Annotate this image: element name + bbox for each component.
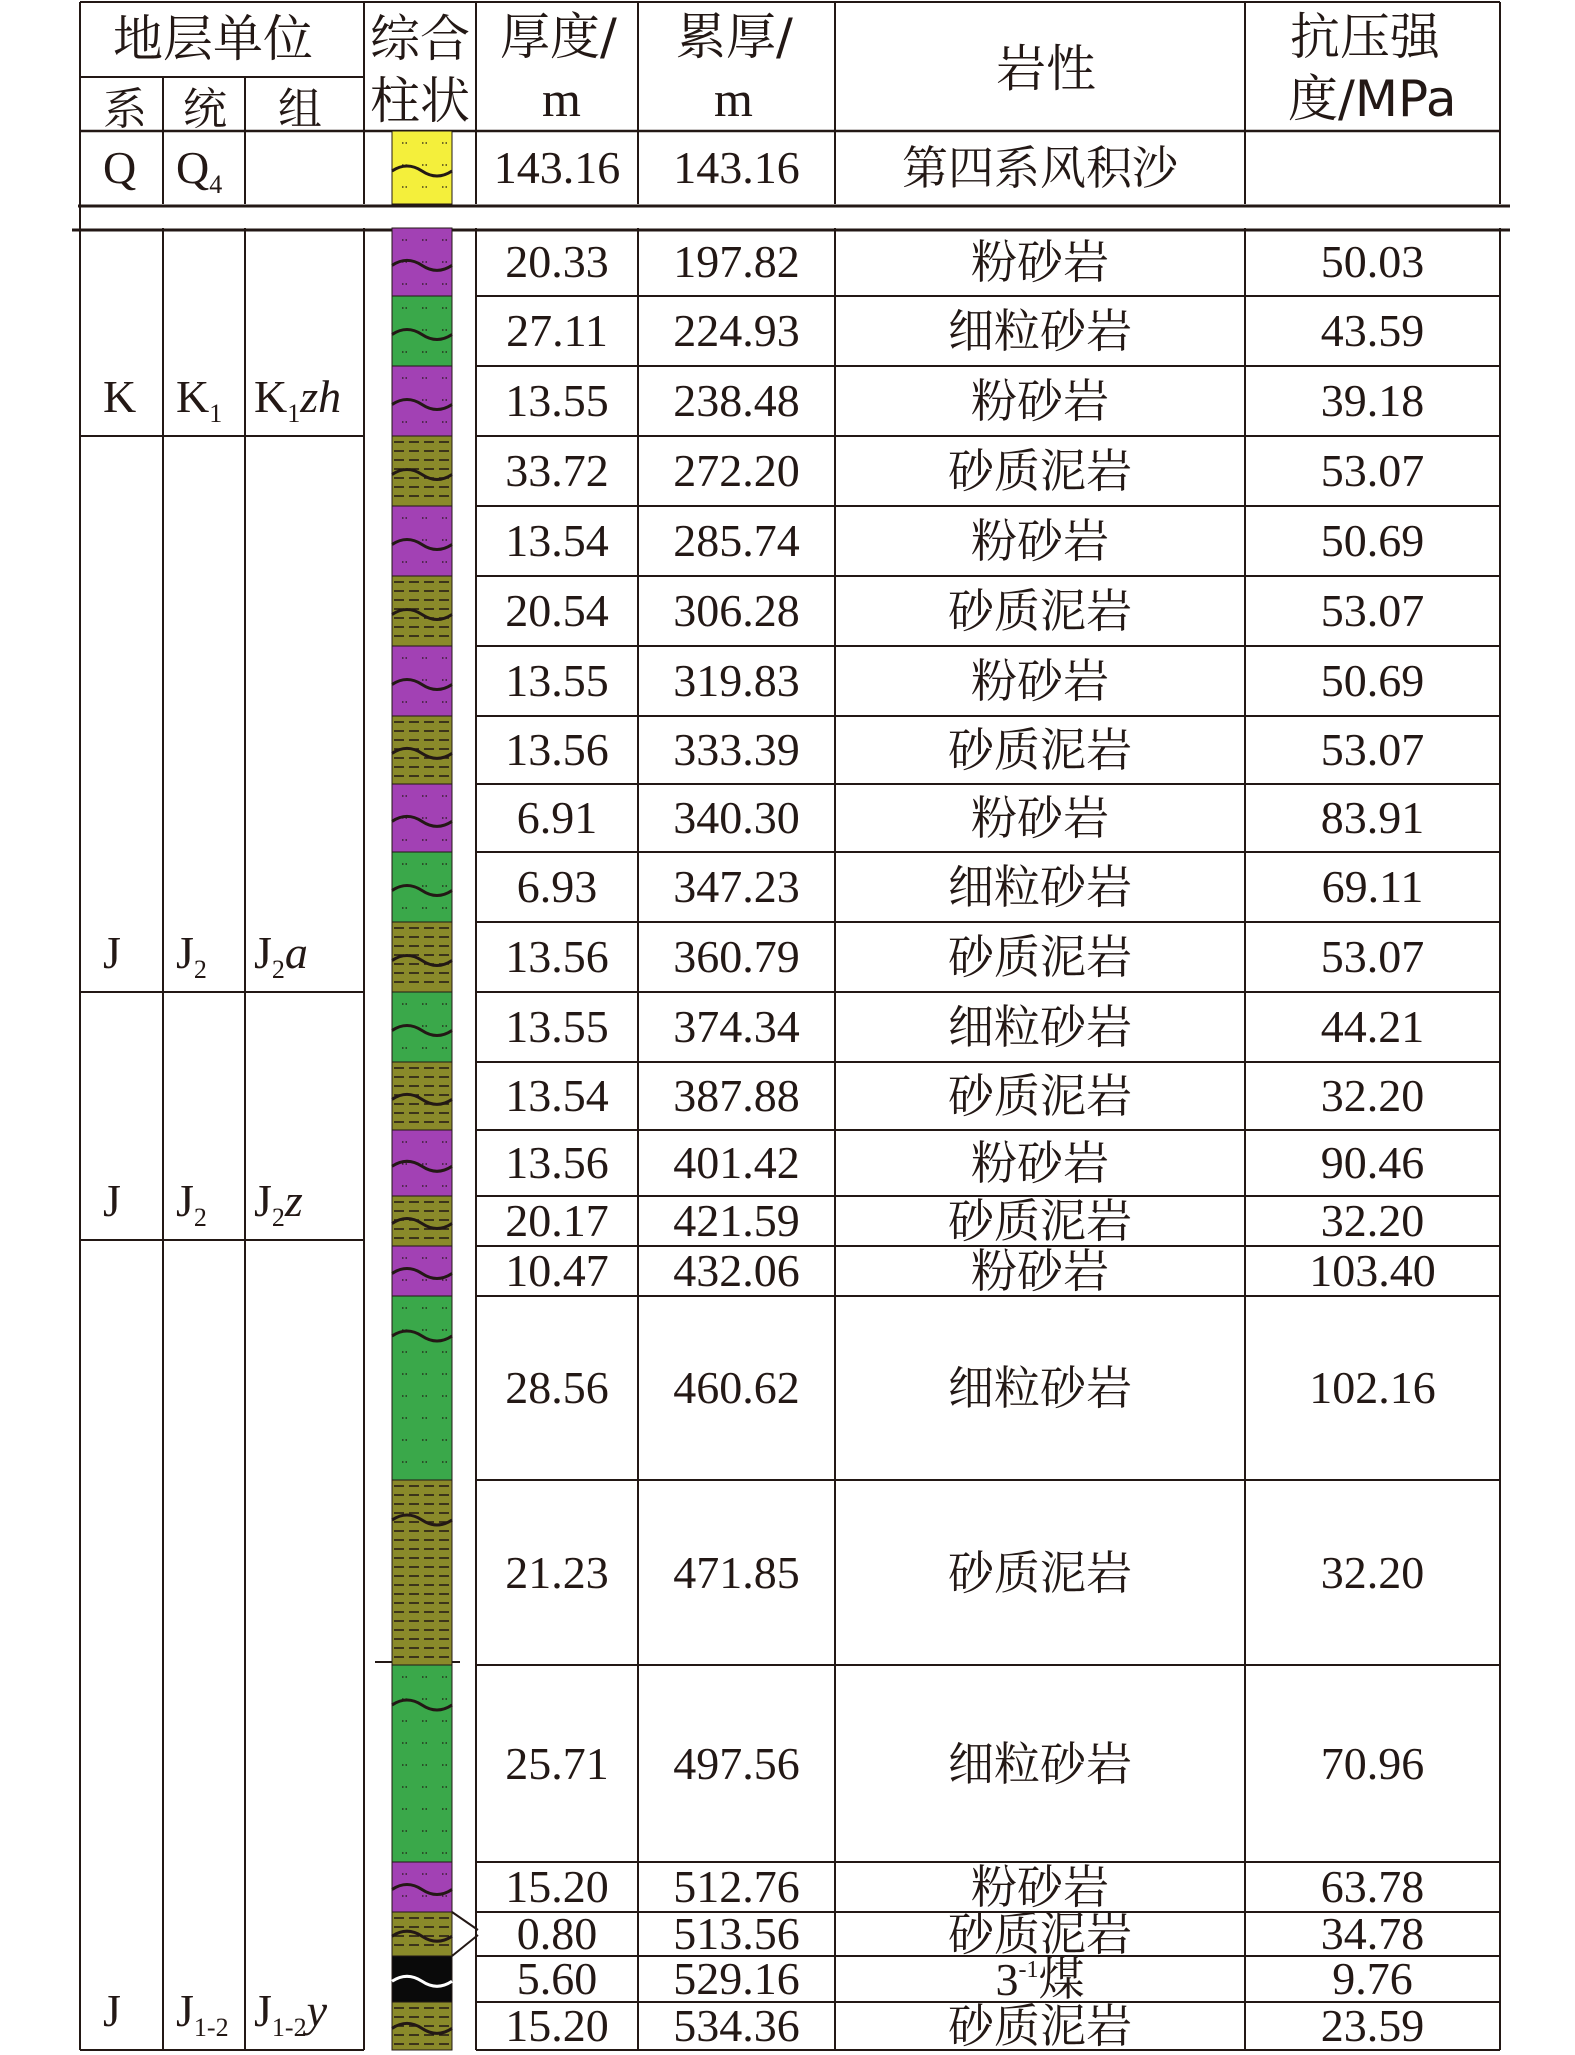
lithology-bed-silt [392, 506, 452, 576]
strength-cell: 53.07 [1320, 585, 1425, 636]
cumulative-thickness-cell: 374.34 [673, 1001, 800, 1052]
strength-cell: 53.07 [1320, 724, 1425, 775]
cumulative-thickness-cell: 347.23 [673, 861, 800, 912]
lithology-cell: 砂质泥岩 [948, 1999, 1132, 2053]
strength-cell: 32.20 [1320, 1195, 1425, 1246]
lithology-bed-silt [392, 784, 452, 852]
coal-seam-sup: -1 [1018, 1957, 1039, 1983]
cumulative-thickness-cell: 421.59 [673, 1195, 800, 1246]
thickness-cell: 20.33 [505, 236, 609, 287]
series-label-part: J [176, 1985, 194, 2036]
thickness-cell: 15.20 [505, 2000, 609, 2051]
lithology-cell: 砂质泥岩 [948, 584, 1132, 638]
cumulative-thickness-cell: 512.76 [673, 1861, 800, 1912]
lithology-cell: 砂质泥岩 [948, 723, 1132, 777]
lithology-cell: 粉砂岩 [971, 1244, 1109, 1298]
formation-label-part: a [284, 927, 308, 978]
formation-label-part: K [254, 371, 288, 422]
system-label-part: J [103, 927, 121, 978]
thickness-cell: 13.55 [505, 1001, 609, 1052]
header-formation: 组 [278, 84, 322, 135]
lithology-cell: 粉砂岩 [971, 1136, 1109, 1190]
strength-cell: 102.16 [1309, 1362, 1436, 1413]
strength-cell: 39.18 [1320, 375, 1425, 426]
strength-cell: 53.07 [1320, 931, 1425, 982]
series-label-part: 4 [209, 170, 223, 199]
thickness-cell: 10.47 [505, 1245, 609, 1296]
thickness-cell: 13.56 [505, 724, 609, 775]
cumulative-thickness-cell: 432.06 [673, 1245, 800, 1296]
strength-cell: 23.59 [1320, 2000, 1425, 2051]
header-column-1: 综合 [370, 10, 470, 68]
lithology-bed-silt [392, 1130, 452, 1196]
formation-label-part: y [306, 1985, 327, 2036]
cumulative-thickness-cell: 387.88 [673, 1070, 800, 1121]
strength-cell: 103.40 [1309, 1245, 1436, 1296]
lithology-bed-mud [392, 436, 452, 506]
cumulative-thickness-cell: 143.16 [673, 141, 800, 193]
strength-cell: 83.91 [1320, 792, 1425, 843]
cumulative-thickness-cell: 224.93 [673, 305, 800, 356]
series-label-part: 2 [193, 955, 207, 984]
header-series: 统 [183, 84, 227, 135]
lithology-cell: 粉砂岩 [971, 791, 1109, 845]
header-system: 系 [103, 84, 147, 135]
coal-seam-pointer [452, 1912, 478, 1956]
thickness-cell: 6.93 [516, 861, 598, 912]
lithology-cell: 粉砂岩 [971, 514, 1109, 568]
lithology-bed-fine [392, 1296, 452, 1480]
thickness-cell: 25.71 [505, 1737, 609, 1789]
lithology-bed-coal [392, 1956, 452, 2002]
lithology-bed-fine [392, 992, 452, 1062]
strength-cell: 63.78 [1320, 1861, 1425, 1912]
thickness-cell: 13.56 [505, 1137, 609, 1188]
header-column-2: 柱状 [370, 72, 470, 130]
lithology-bed-silt [392, 366, 452, 436]
thickness-cell: 0.80 [516, 1908, 598, 1959]
strength-cell: 43.59 [1320, 305, 1425, 356]
strength-cell: 44.21 [1320, 1001, 1425, 1052]
series-label-part: K [176, 371, 210, 422]
header-thickness-2: m [542, 71, 581, 127]
lithology-bed-mud [392, 1480, 452, 1665]
system-label-part: J [103, 1175, 121, 1226]
cumulative-thickness-cell: 238.48 [673, 375, 800, 426]
system-label-part: K [103, 371, 137, 422]
thickness-cell: 20.54 [505, 585, 609, 636]
cumulative-thickness-cell: 306.28 [673, 585, 800, 636]
lithology-cell: 砂质泥岩 [948, 1069, 1132, 1123]
thickness-cell: 5.60 [516, 1953, 598, 2004]
series-label-part: 1-2 [193, 2013, 229, 2042]
lithology-bed-mud [392, 716, 452, 784]
formation-label-part: J [254, 927, 272, 978]
series-label-part: 2 [193, 1203, 207, 1232]
strength-cell: 9.76 [1332, 1953, 1413, 2004]
strength-cell: 70.96 [1320, 1737, 1425, 1789]
thickness-cell: 13.55 [505, 655, 609, 706]
lithology-bed-silt [392, 1862, 452, 1912]
thickness-cell: 28.56 [505, 1362, 609, 1413]
lithology-bed-fine [392, 852, 452, 922]
series-label-part: Q [176, 142, 210, 193]
lithology-cell: 砂质泥岩 [948, 1545, 1132, 1600]
cumulative-thickness-cell: 401.42 [673, 1137, 800, 1188]
lithology-cell: 砂质泥岩 [948, 930, 1132, 984]
lithology-cell: 细粒砂岩 [948, 1361, 1132, 1415]
lithology-cell: 砂质泥岩 [948, 1907, 1132, 1961]
lithology-bed-silt [392, 228, 452, 296]
thickness-cell: 13.54 [505, 515, 609, 566]
lithology-cell: 细粒砂岩 [948, 304, 1132, 358]
lithology-cell: 细粒砂岩 [948, 1736, 1132, 1791]
strength-cell: 90.46 [1320, 1137, 1425, 1188]
thickness-cell: 13.54 [505, 1070, 609, 1121]
strength-cell: 50.69 [1320, 655, 1425, 706]
strength-cell: 69.11 [1321, 861, 1424, 912]
lithology-bed-mud [392, 1196, 452, 1246]
lithology-bed-mud [392, 1912, 452, 1956]
lithology-bed-fine [392, 1665, 452, 1862]
formation-label-part: 1 [287, 399, 301, 428]
cumulative-thickness-cell: 497.56 [673, 1737, 800, 1789]
cumulative-thickness-cell: 513.56 [673, 1908, 800, 1959]
header-cum-1: 累厚/ [676, 8, 793, 66]
thickness-cell: 15.20 [505, 1861, 609, 1912]
strength-cell: 34.78 [1320, 1908, 1425, 1959]
lithology-cell: 粉砂岩 [971, 654, 1109, 708]
thickness-cell: 13.55 [505, 375, 609, 426]
lithology-cell: 细粒砂岩 [948, 1000, 1132, 1054]
strength-cell: 53.07 [1320, 445, 1425, 496]
lithology-cell: 砂质泥岩 [948, 1194, 1132, 1248]
thickness-cell: 27.11 [506, 305, 608, 356]
header-thickness-1: 厚度/ [500, 8, 617, 66]
thickness-cell: 20.17 [505, 1195, 609, 1246]
formation-label-part: 2 [271, 1203, 285, 1232]
formation-label-part: 2 [271, 955, 285, 984]
series-label-part: 1 [209, 399, 223, 428]
strength-cell: 50.69 [1320, 515, 1425, 566]
formation-label-part: 1-2 [271, 2013, 307, 2042]
header-lithology: 岩性 [996, 40, 1096, 98]
thickness-cell: 33.72 [505, 445, 609, 496]
lithology-cell: 砂质泥岩 [948, 444, 1132, 498]
lithology-bed-silt [392, 646, 452, 716]
lithology-cell: 粉砂岩 [971, 235, 1109, 289]
formation-label-part: z [284, 1175, 303, 1226]
lithology-cell: 细粒砂岩 [948, 860, 1132, 914]
header-strength-2: 度/MPa [1288, 70, 1457, 128]
lithology-bed-sand [392, 131, 452, 204]
lithology-bed-mud [392, 922, 452, 992]
lithology-cell: $3^{-1}$煤 [995, 1952, 1085, 2006]
strength-cell: 32.20 [1320, 1070, 1425, 1121]
system-label-part: Q [103, 142, 137, 193]
cumulative-thickness-cell: 272.20 [673, 445, 800, 496]
series-label-part: J [176, 927, 194, 978]
header-strat-unit: 地层单位 [113, 10, 313, 68]
thickness-cell: 143.16 [493, 141, 621, 193]
cumulative-thickness-cell: 460.62 [673, 1362, 800, 1413]
cumulative-thickness-cell: 333.39 [673, 724, 800, 775]
formation-label-part: J [254, 1985, 272, 2036]
cumulative-thickness-cell: 529.16 [673, 1953, 800, 2004]
cumulative-thickness-cell: 285.74 [673, 515, 800, 566]
cumulative-thickness-cell: 197.82 [673, 236, 800, 287]
header-strength-1: 抗压强 [1290, 8, 1440, 66]
thickness-cell: 21.23 [505, 1546, 609, 1598]
cumulative-thickness-cell: 534.36 [673, 2000, 800, 2051]
lithology-bed-fine [392, 296, 452, 366]
formation-label-part: J [254, 1175, 272, 1226]
cumulative-thickness-cell: 360.79 [673, 931, 800, 982]
lithology-bed-silt [392, 1246, 452, 1296]
lithology-cell: 第四系风积沙 [902, 140, 1178, 195]
header-cum-2: m [714, 71, 753, 127]
lithology-bed-mud [392, 576, 452, 646]
thickness-cell: 13.56 [505, 931, 609, 982]
thickness-cell: 6.91 [516, 792, 598, 843]
cumulative-thickness-cell: 319.83 [673, 655, 800, 706]
lithology-bed-mud [392, 1062, 452, 1130]
coal-seam-label: 煤 [1038, 1952, 1085, 2006]
formation-label-part: zh [300, 371, 342, 422]
cumulative-thickness-cell: 471.85 [673, 1546, 800, 1598]
strength-cell: 32.20 [1320, 1546, 1425, 1598]
lithology-cell: 粉砂岩 [971, 374, 1109, 428]
lithology-cell: 粉砂岩 [971, 1860, 1109, 1914]
strength-cell: 50.03 [1320, 236, 1425, 287]
cumulative-thickness-cell: 340.30 [673, 792, 800, 843]
lithology-bed-mud [392, 2002, 452, 2050]
series-label-part: J [176, 1175, 194, 1226]
system-label-part: J [103, 1985, 121, 2036]
